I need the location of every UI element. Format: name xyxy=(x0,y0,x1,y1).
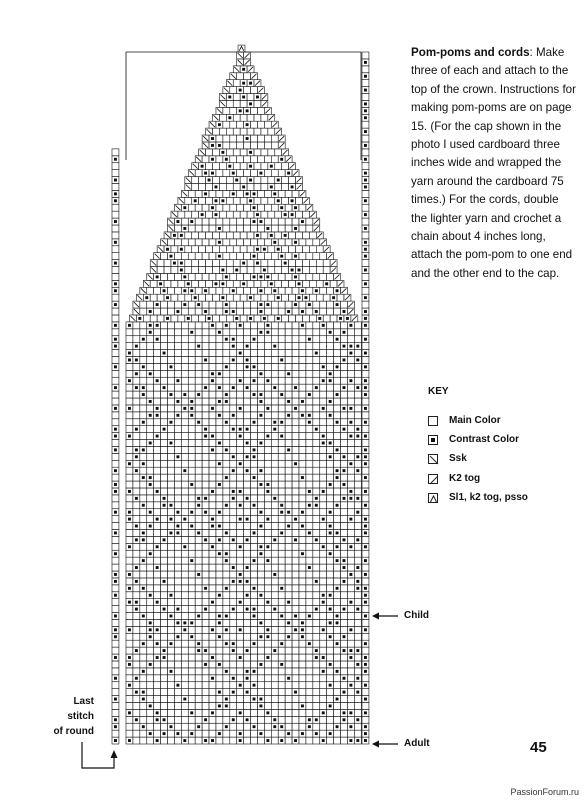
pompoms-instructions xyxy=(411,44,576,283)
last-stitch-label xyxy=(53,694,94,739)
key-label-sl1k2tog: Sl1, k2 tog, psso xyxy=(449,492,528,503)
key-title: KEY xyxy=(428,386,449,397)
key-label-contrast-color: Contrast Color xyxy=(449,434,519,445)
adult-arrow xyxy=(372,741,398,748)
key-label-k2tog: K2 tog xyxy=(449,473,481,484)
key-item-sl1k2tog xyxy=(428,491,528,504)
key-item-k2tog xyxy=(428,472,480,485)
key-item-ssk xyxy=(428,452,467,465)
chart-grid xyxy=(112,45,369,744)
k2tog-symbol-icon xyxy=(428,474,438,484)
last-stitch-line-3: of round xyxy=(53,726,94,737)
sl1k2tog-symbol-icon xyxy=(428,493,438,503)
key-label-ssk: Ssk xyxy=(449,453,467,464)
dot-square-icon xyxy=(428,435,438,445)
last-stitch-line-2: stitch xyxy=(67,711,94,722)
key-item-contrast-color xyxy=(428,433,519,446)
child-arrow xyxy=(372,613,398,620)
empty-square-icon xyxy=(428,416,438,426)
child-label: Child xyxy=(404,610,429,621)
last-stitch-line-1: Last xyxy=(73,696,94,707)
last-stitch-arrow xyxy=(82,742,118,768)
pompoms-heading: Pom-poms and cords xyxy=(411,46,530,59)
watermark: PassionForum.ru xyxy=(510,787,579,797)
key-item-main-color xyxy=(428,414,501,427)
page-number: 45 xyxy=(530,739,547,756)
key-label-main-color: Main Color xyxy=(449,415,501,426)
pompoms-text: : Make three of each and attach to the top of the crown. Instructions for making pom-poms are on page 15. (For the cap shown in the photo I used cardboard three inches wide and wrapped the yarn around the cardboard 75 times.) For the cords, double the lighter yarn and crochet a chain about 4 inches long, attach the pom-pom to one end and the other end to the cap. xyxy=(411,46,576,280)
adult-label: Adult xyxy=(404,738,430,749)
ssk-symbol-icon xyxy=(428,454,438,464)
